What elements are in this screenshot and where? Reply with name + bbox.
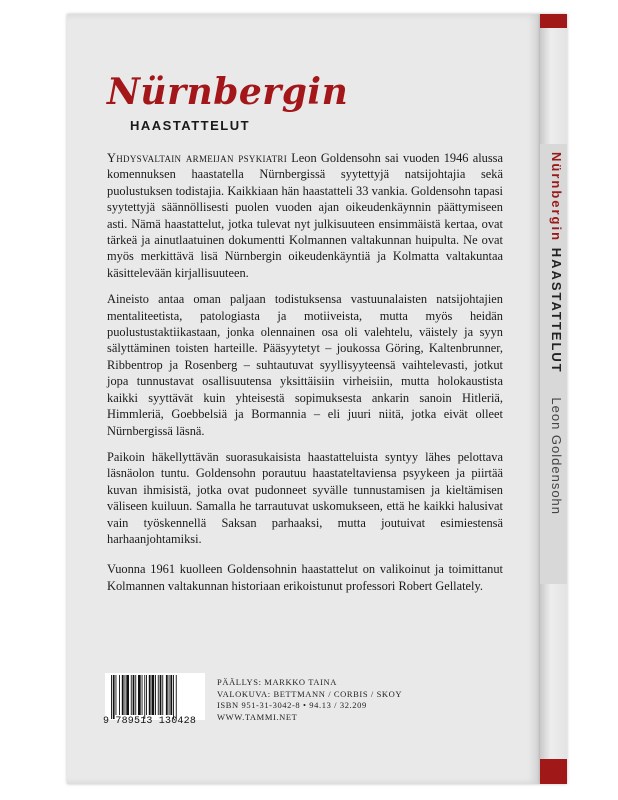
blurb-lead-caps: Yhdysvaltain armeijan psykiatri bbox=[107, 151, 287, 165]
blurb bbox=[107, 150, 503, 604]
credit-photo: VALOKUVA: BETTMANN / CORBIS / SKOY bbox=[217, 688, 403, 699]
spine-author: Leon Goldensohn bbox=[549, 397, 564, 516]
book-spine bbox=[540, 14, 567, 784]
spine-subtitle: HAASTATTELUT bbox=[549, 247, 564, 374]
book-title: Nürnbergin bbox=[107, 71, 349, 113]
spine-red-band-bottom bbox=[540, 759, 567, 784]
blurb-paragraph: Aineisto antaa oman paljaan todistuksensa vastuunalaisten natsijohtajien mentaliteetista, patologiasta ja motiiveista, mutta myös heidän puolustustaktiikastaan, jonka olennainen osa oli valehtelu, väistely ja syyn sälyttäminen toisten harteille. Pääsyytetyt – joukossa Göring, Kaltenbrunner, Ribbentrop ja Rosenberg – suhtautuvat syyllisyyteensä vaihtelevasti, jotkut jopa tunnustavat osallisuutensa yksittäisiin virheisiin, mutta holokaustista kaikki syyttävät kuin yhteisestä sopimuksesta ankarin sanoin Hitleriä, Himmleriä, Goebbelsiä ja Bormannia – eli juuri niitä, jotka eivät olleet Nürnbergissä läsnä. bbox=[107, 292, 503, 438]
credit-cover-design: PÄÄLLYS: MARKKO TAINA bbox=[217, 677, 337, 687]
blurb-text: Leon Goldensohn sai vuoden 1946 alussa komennuksen haastatella Nürnbergissä syytettyjä natsijohtajia sekä puolustuksen todistajia. Kaikkiaan hän haastatteli 33 vankia. Goldensohn tapasi syytettyjä säännöllisesti puolen vuoden ajan oikeudenkäynnin päättymiseen asti. Nämä haastattelut, jotka tulevat nyt julkisuuteen ensimmäistä kertaa, ovat tärkeä ja ainutlaatuinen dokumentti Kolmannen valtakunnan huipulta. Ne ovat myös merkittävä lisä Nürnbergin oikeudenkäyntiä ja Kolmatta valtakuntaa käsittelevään kirjallisuuteen. bbox=[107, 151, 503, 280]
barcode-icon bbox=[105, 673, 205, 720]
credits bbox=[217, 677, 402, 723]
back-cover bbox=[67, 14, 540, 784]
book bbox=[67, 14, 567, 784]
barcode-digits: 9 789513 130428 bbox=[103, 716, 197, 727]
book-subtitle: HAASTATTELUT bbox=[130, 118, 251, 133]
spine-red-band-top bbox=[540, 14, 567, 28]
spine-text bbox=[542, 152, 564, 592]
blurb-paragraph: Vuonna 1961 kuolleen Goldensohnin haastattelut on valikoinut ja toimittanut Kolmannen valtakunnan historiaan erikoistunut professori Robert Gellately. bbox=[107, 562, 503, 593]
spine-title: Nürnbergin bbox=[549, 152, 564, 243]
credit-website: WWW.TAMMI.NET bbox=[217, 711, 298, 722]
blurb-paragraph: Paikoin häkellyttävän suorasukaisista haastatteluista syntyy lähes pelottava läsnäolon tuntu. Goldensohn porautuu haastateltaviensa psyykeen ja piirtää kuvan ihmisistä, jotka ovat pudonneet syvälle tunnustamisen ja kieltämisen väliseen kuiluun. Samalla he tarrautuvat uskomukseen, että he kaikki halusivat vain työskennellä Saksan parhaaksi, mutta joutuivat esimiestensä harhaanjohtamiksi. bbox=[107, 449, 503, 546]
credit-isbn: ISBN 951-31-3042-8 • 94.13 / 32.209 bbox=[217, 700, 367, 710]
blurb-paragraph bbox=[107, 150, 503, 281]
